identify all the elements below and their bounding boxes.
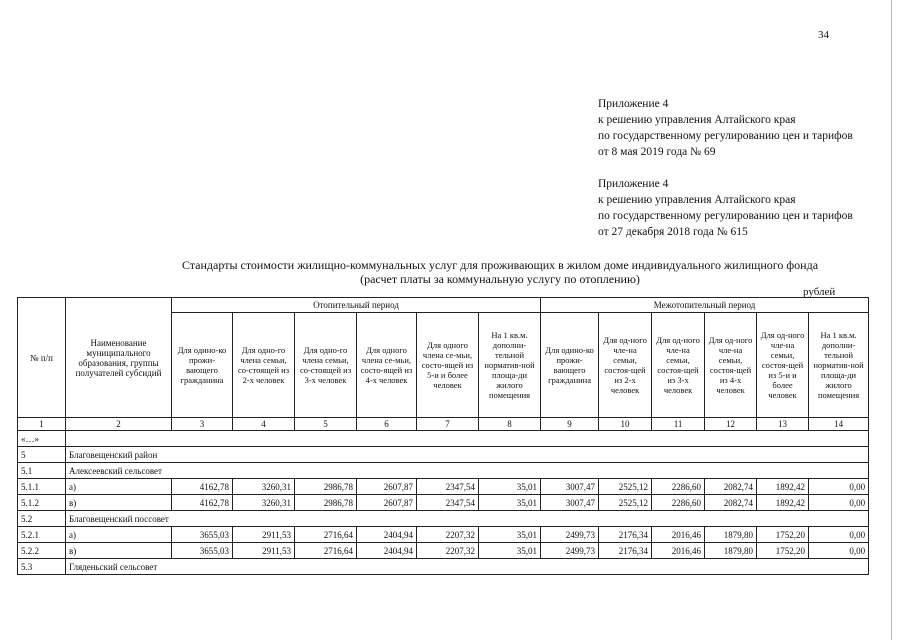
table-row [18,479,869,495]
header-nonheating-col: Для од-ного чле-на семьи, состоя-щей из 5-и и более человек [757,313,809,418]
row-value-cell: 2347,54 [417,479,479,495]
appendix-line: от 8 мая 2019 года № 69 [598,146,716,158]
row-code-cell: 5.1.2 [18,495,66,511]
column-number-row [18,418,869,431]
row-value-cell: 2716,64 [295,543,357,559]
title-line-1: Стандарты стоимости жилищно-коммунальных услуг для проживающих в жилом доме индивидуального жилищного фонда [181,258,819,272]
header-nonheating-col: На 1 кв.м. дополни-тельной норматив-ной площа-ди жилого помещения [809,313,869,418]
section-row [18,511,869,527]
header-name: Наименование муниципального образования, группы получателей субсидий [66,298,172,418]
column-number-cell: 6 [357,418,417,431]
column-number-cell: 14 [809,418,869,431]
row-value-cell: 2525,12 [599,495,652,511]
tariff-table [17,297,869,575]
row-code-cell: 5.1.1 [18,479,66,495]
row-group-label: а) [66,479,172,495]
header-row-groups [18,298,869,313]
row-value-cell: 2404,94 [357,527,417,543]
row-value-cell: 2082,74 [705,479,757,495]
row-group-label: а) [66,527,172,543]
section-row [18,431,869,447]
row-value-cell: 2016,46 [652,543,705,559]
row-value-cell: 1752,20 [757,543,809,559]
row-value-cell: 2499,73 [541,527,599,543]
row-value-cell: 2347,54 [417,495,479,511]
row-value-cell: 2082,74 [705,495,757,511]
row-code-cell: «…» [18,431,66,447]
row-value-cell: 2525,12 [599,479,652,495]
row-value-cell: 3655,03 [172,527,233,543]
row-value-cell: 2986,78 [295,479,357,495]
row-section-label: Гляденьский сельсовет [66,559,869,575]
header-heating-col: На 1 кв.м. дополни-тельной норматив-ной площа-ди жилого помещения [479,313,541,418]
appendix-line: Приложение 4 [598,178,669,190]
row-value-cell: 3007,47 [541,479,599,495]
row-value-cell: 2016,46 [652,527,705,543]
row-section-label: Алексеевский сельсовет [66,463,869,479]
header-nonheating-col: Для од-ного чле-на семьи, состоя-щей из 4-х человек [705,313,757,418]
row-group-label: в) [66,543,172,559]
column-number-cell: 11 [652,418,705,431]
row-value-cell: 1879,80 [705,527,757,543]
appendix-line: от 27 декабря 2018 года № 615 [598,226,748,238]
appendix-line: к решению управления Алтайского края [598,114,796,126]
appendix-line: по государственному регулированию цен и тарифов [598,210,853,222]
page-number: 34 [818,29,829,41]
column-number-cell: 8 [479,418,541,431]
row-value-cell: 2176,34 [599,543,652,559]
row-code-cell: 5.1 [18,463,66,479]
row-value-cell: 2286,60 [652,479,705,495]
row-code-cell: 5.2 [18,511,66,527]
header-nonheating-period: Межотопительный период [541,298,869,313]
appendix-line: к решению управления Алтайского края [598,194,796,206]
page-edge-line [891,0,892,640]
row-value-cell: 2911,53 [233,527,295,543]
header-heating-col: Для одно-го члена семьи, со-стоящей из 2-х человек [233,313,295,418]
column-number-cell: 4 [233,418,295,431]
row-value-cell: 3260,31 [233,495,295,511]
row-value-cell: 35,01 [479,527,541,543]
row-value-cell: 2207,32 [417,543,479,559]
header-heating-col: Для одного члена се-мьи, состо-ящей из 5-и и более человек [417,313,479,418]
document-title [100,258,900,286]
row-value-cell: 3260,31 [233,479,295,495]
header-heating-period: Отопительный период [172,298,541,313]
row-value-cell: 2404,94 [357,543,417,559]
table-body [18,418,869,575]
row-value-cell: 1892,42 [757,495,809,511]
header-number: № п/п [18,298,66,418]
row-section-label [66,431,869,447]
row-value-cell: 3655,03 [172,543,233,559]
header-heating-col: Для одного члена се-мьи, состо-ящей из 4-х человек [357,313,417,418]
row-section-label: Благовещенский район [66,447,869,463]
row-code-cell: 5 [18,447,66,463]
column-number-cell: 12 [705,418,757,431]
column-number-cell: 9 [541,418,599,431]
appendix-line: по государственному регулированию цен и тарифов [598,130,853,142]
row-code-cell: 5.3 [18,559,66,575]
row-value-cell: 35,01 [479,543,541,559]
row-value-cell: 4162,78 [172,495,233,511]
column-number-cell: 7 [417,418,479,431]
section-row [18,559,869,575]
row-value-cell: 2207,32 [417,527,479,543]
row-value-cell: 35,01 [479,495,541,511]
row-value-cell: 2607,87 [357,479,417,495]
row-code-cell: 5.2.2 [18,543,66,559]
row-section-label: Благовещенский поссовет [66,511,869,527]
header-heating-col: Для одно-го члена семьи, со-стоящей из 3-х человек [295,313,357,418]
header-nonheating-col: Для одино-ко прожи-вающего гражданина [541,313,599,418]
row-value-cell: 1892,42 [757,479,809,495]
table-row [18,543,869,559]
appendix-block-1 [598,96,853,160]
row-value-cell: 0,00 [809,527,869,543]
row-value-cell: 0,00 [809,543,869,559]
header-heating-col: Для одино-ко прожи-вающего гражданина [172,313,233,418]
section-row [18,463,869,479]
title-line-2: (расчет платы за коммунальную услугу по отоплению) [360,272,640,286]
appendix-block-2 [598,176,853,240]
row-value-cell: 4162,78 [172,479,233,495]
row-value-cell: 1752,20 [757,527,809,543]
row-value-cell: 2176,34 [599,527,652,543]
row-value-cell: 3007,47 [541,495,599,511]
column-number-cell: 10 [599,418,652,431]
appendix-line: Приложение 4 [598,98,669,110]
header-nonheating-col: Для од-ного чле-на семьи, состоя-щей из 2-х человек [599,313,652,418]
row-value-cell: 0,00 [809,479,869,495]
column-number-cell: 1 [18,418,66,431]
row-code-cell: 5.2.1 [18,527,66,543]
row-value-cell: 35,01 [479,479,541,495]
row-value-cell: 2986,78 [295,495,357,511]
row-value-cell: 2607,87 [357,495,417,511]
section-row [18,447,869,463]
header-nonheating-col: Для од-ного чле-на семьи, состоя-щей из 3-х человек [652,313,705,418]
currency-label: рублей [803,286,836,298]
row-value-cell: 2911,53 [233,543,295,559]
row-value-cell: 1879,80 [705,543,757,559]
row-value-cell: 0,00 [809,495,869,511]
row-value-cell: 2499,73 [541,543,599,559]
column-number-cell: 5 [295,418,357,431]
row-value-cell: 2286,60 [652,495,705,511]
row-group-label: в) [66,495,172,511]
column-number-cell: 13 [757,418,809,431]
row-value-cell: 2716,64 [295,527,357,543]
column-number-cell: 3 [172,418,233,431]
table-row [18,495,869,511]
column-number-cell: 2 [66,418,172,431]
table-row [18,527,869,543]
